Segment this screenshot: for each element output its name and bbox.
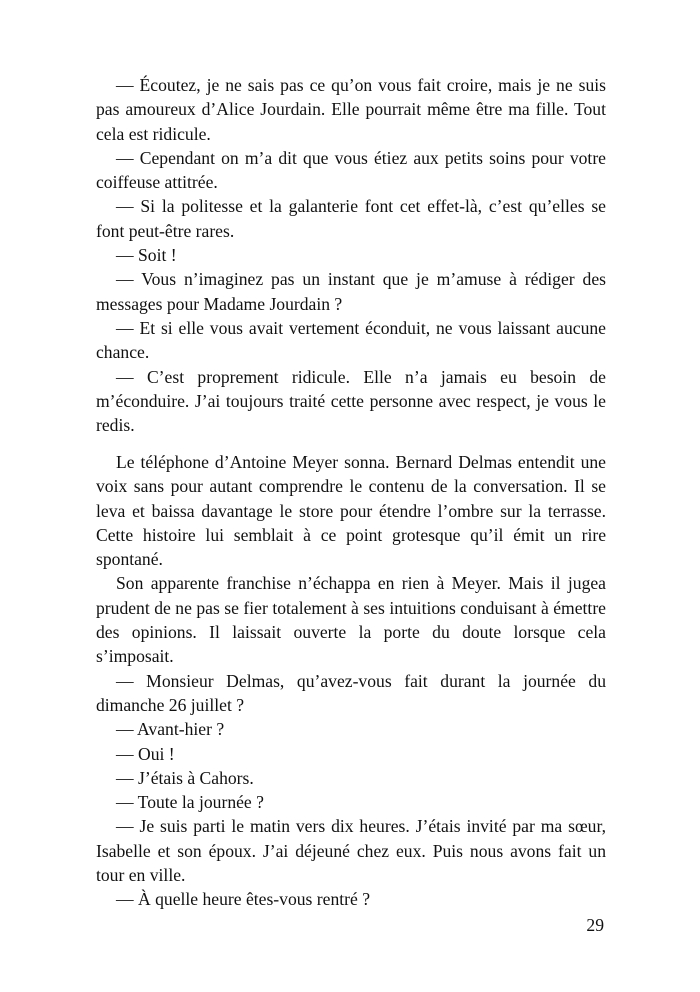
paragraph: Son apparente franchise n’échappa en rien à Meyer. Mais il jugea prudent de ne pas se fier totalement à ses intuitions conduisant à émettre des opinions. Il laissait ouverte la porte du doute lorsque cela s’imposait. [96,573,606,667]
paragraph: — Monsieur Delmas, qu’avez-vous fait durant la journée du dimanche 26 juillet ? [96,670,606,715]
paragraph: Le téléphone d’Antoine Meyer sonna. Bernard Delmas entendit une voix sans pour autant comprendre le contenu de la conversation. Il se leva et baissa davantage le store pour étendre l’ombre sur la terrasse. Cette histoire lui semblait à ce point grotesque qu’il émit un rire spontané. [96,452,606,570]
paragraph: — Et si elle vous avait vertement éconduit, ne vous laissant aucune chance. [96,317,606,363]
paragraph: — Cependant on m’a dit que vous étiez aux petits soins pour votre coiffeuse attitrée. [96,147,606,193]
paragraph: — Je suis parti le matin vers dix heures. J’étais invité par ma sœur, Isabelle et son époux. J’ai déjeuné chez eux. Puis nous avons fait un tour en ville. [96,816,606,886]
narrative-section [96,450,606,912]
paragraph: — Avant-hier ? [116,719,225,740]
paragraph: — Si la politesse et la galanterie font cet effet-là, c’est qu’elles se font peut-être rares. [96,196,606,241]
paragraph: — Toute la journée ? [116,792,264,813]
paragraph: — Soit ! [116,245,177,266]
paragraph: — Écoutez, je ne sais pas ce qu’on vous fait croire, mais je ne suis pas amoureux d’Alice Jourdain. Elle pourrait même être ma fille. Tout cela est ridicule. [96,75,606,144]
paragraph: — Oui ! [116,743,175,764]
dialogue-section [96,73,606,437]
paragraph: — J’étais à Cahors. [116,767,254,788]
paragraph: — Vous n’imaginez pas un instant que je m’amuse à rédiger des messages pour Madame Jourdain ? [96,269,606,314]
page-number: 29 [586,915,604,935]
paragraph: — À quelle heure êtes-vous rentré ? [116,889,371,910]
paragraph: — C’est proprement ridicule. Elle n’a jamais eu besoin de m’éconduire. J’ai toujours traité cette personne avec respect, je vous le redis. [96,366,606,436]
